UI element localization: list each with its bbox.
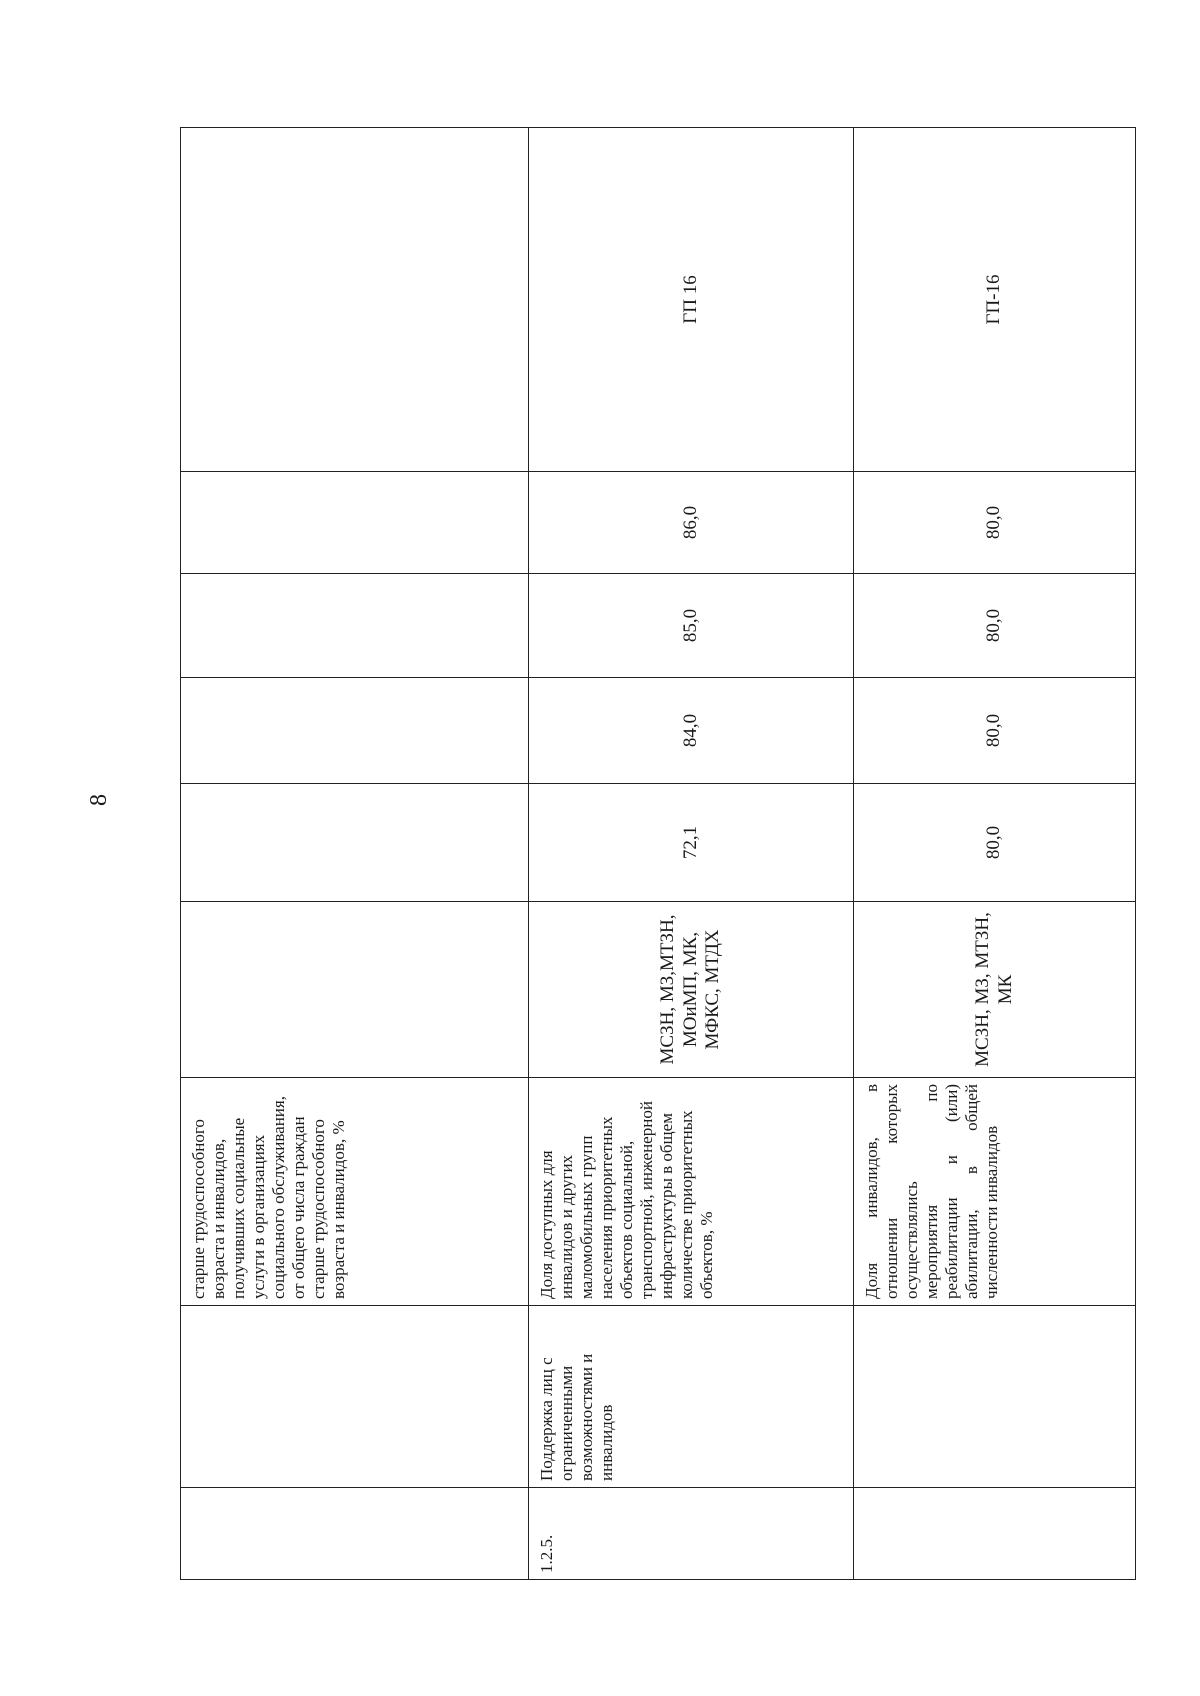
value-cell: 80,0 [854, 678, 1136, 784]
value-cell [181, 784, 529, 902]
value-cell: 80,0 [854, 574, 1136, 678]
program-cell: ГП 16 [529, 128, 854, 472]
program-cell: ГП-16 [854, 128, 1136, 472]
indicator-cell: старше трудоспособного возраста и инвалидов, получивших социальные услуги в организациях социального обслуживания, от общего числа граждан старше трудоспособного возраста и инвалидов, % [181, 1078, 529, 1306]
value-cell [181, 678, 529, 784]
subprogram-cell [181, 1306, 529, 1488]
page-number: 8 [86, 794, 112, 806]
value-cell: 85,0 [529, 574, 854, 678]
indicators-table [180, 128, 1135, 1580]
indicator-cell: Доля инвалидов, в отношении которых осуществлялись мероприятия по реабилитации и (или) абилитации, в общей численности инвалидов [854, 1078, 1136, 1306]
program-cell [181, 128, 529, 472]
table-row [181, 128, 529, 1580]
subprogram-cell [854, 1306, 1136, 1488]
value-cell: 80,0 [854, 784, 1136, 902]
indicator-cell: Доля доступных для инвалидов и других маломобильных групп населения приоритетных объектов социальной, транспортной, инженерной инфраструктуры в общем количестве приоритетных объектов, % [529, 1078, 854, 1306]
value-cell [181, 574, 529, 678]
executors-cell: МСЗН, МЗ, МТЗН, МК [854, 902, 1136, 1078]
table-row [854, 128, 1136, 1580]
subprogram-cell: Поддержка лиц с ограниченными возможностями и инвалидов [529, 1306, 854, 1488]
value-cell: 86,0 [529, 472, 854, 574]
executors-cell [181, 902, 529, 1078]
value-cell: 84,0 [529, 678, 854, 784]
value-cell: 80,0 [854, 472, 1136, 574]
table-row [529, 128, 854, 1580]
executors-cell: МСЗН, МЗ,МТЗН, МОиМП, МК, МФКС, МТДХ [529, 902, 854, 1078]
value-cell: 72,1 [529, 784, 854, 902]
row-number [181, 1488, 529, 1580]
row-number [854, 1488, 1136, 1580]
row-number: 1.2.5. [529, 1488, 854, 1580]
value-cell [181, 472, 529, 574]
